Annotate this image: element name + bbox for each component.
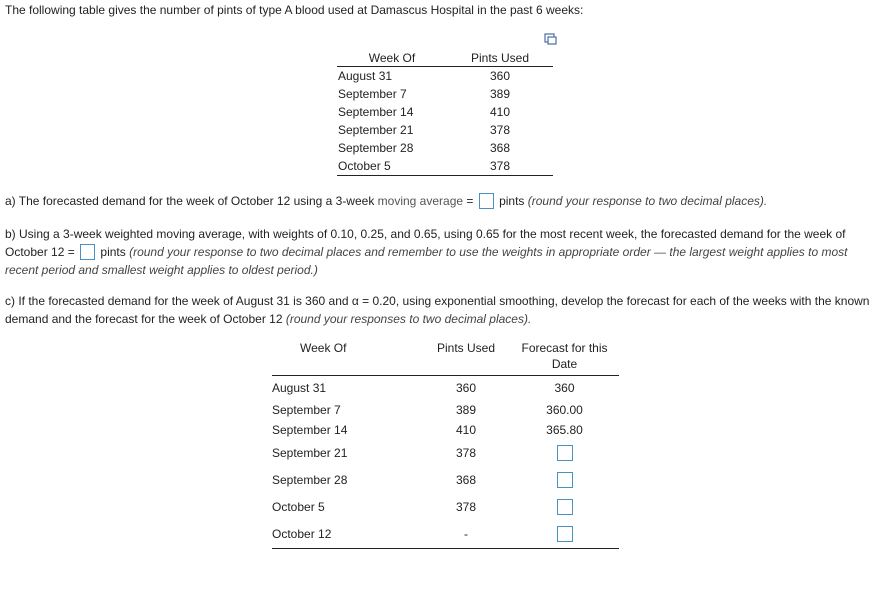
table-row <box>272 467 619 494</box>
pints-cell: 368 <box>455 473 477 487</box>
week-cell: August 31 <box>272 380 327 395</box>
question-a <box>5 192 883 210</box>
question-c-text: c) If the forecasted demand for the week of August 31 is 360 and α = 0.20, using exponential smoothing, develop the forecast for each of the weeks with the known demand and the forecast for the week of October 12 <box>5 294 870 326</box>
moving-average-link[interactable]: moving average <box>377 194 464 208</box>
copy-table-icon[interactable] <box>544 33 557 46</box>
question-c <box>5 292 883 328</box>
week-cell: September 7 <box>272 402 341 417</box>
intro-text: The following table gives the number of pints of type A blood used at Damascus Hospital in the past 6 weeks: <box>5 3 584 17</box>
pints-cell: 410 <box>455 422 477 437</box>
table-row <box>337 157 553 176</box>
week-cell: September 14 <box>338 105 414 119</box>
question-b-note: (round your response to two decimal places and remember to use the weights in appropriate order — the largest weight applies to most recent period and smallest weight applies to oldest period.) <box>5 245 848 277</box>
table-row <box>337 67 553 86</box>
question-a-eq: = <box>463 194 474 208</box>
week-cell: September 21 <box>338 123 414 137</box>
week-cell: October 5 <box>337 157 447 176</box>
table-row <box>337 103 553 121</box>
week-cell: September 7 <box>338 87 407 101</box>
question-a-note: (round your response to two decimal places). <box>527 194 768 208</box>
forecast-cell: 360.00 <box>546 402 583 417</box>
table-row <box>272 420 619 440</box>
table-row <box>337 85 553 103</box>
table-row <box>272 440 619 467</box>
moving-average-answer-input[interactable] <box>479 193 494 209</box>
forecast-input-october-12[interactable] <box>557 526 573 542</box>
pints-cell: 360 <box>455 380 477 395</box>
pints-cell: 368 <box>489 141 511 155</box>
week-cell: September 21 <box>272 446 348 460</box>
table-row <box>272 376 619 400</box>
table-row <box>272 400 619 420</box>
header-week-of: Week Of <box>337 49 447 67</box>
week-cell: September 14 <box>272 422 348 437</box>
header-week-of: Week Of <box>272 340 422 376</box>
header-forecast: Forecast for this Date <box>510 340 619 376</box>
blood-usage-table <box>337 49 553 176</box>
pints-cell: 389 <box>455 402 477 417</box>
week-cell: September 28 <box>272 473 348 487</box>
table-row <box>272 494 619 521</box>
week-cell: September 28 <box>338 141 414 155</box>
pints-cell: 389 <box>489 87 511 101</box>
question-b <box>5 225 883 279</box>
forecast-cell: 365.80 <box>546 422 583 437</box>
week-cell: October 12 <box>272 521 422 549</box>
table-row <box>272 521 619 549</box>
question-a-text: a) The forecasted demand for the week of October 12 using a 3-week <box>5 194 378 208</box>
week-cell: October 5 <box>272 500 325 514</box>
header-pints-used: Pints Used <box>447 49 553 67</box>
forecast-cell: 360 <box>554 380 575 395</box>
pints-cell: 410 <box>489 105 511 119</box>
pints-cell: 360 <box>489 69 511 83</box>
pints-cell: 378 <box>455 446 477 460</box>
forecast-input-september-28[interactable] <box>557 472 573 488</box>
forecast-input-october-5[interactable] <box>557 499 573 515</box>
pints-cell: 378 <box>489 123 511 137</box>
pints-cell: 378 <box>455 500 477 514</box>
question-a-unit: pints <box>499 194 528 208</box>
question-c-note: (round your responses to two decimal places). <box>285 312 532 326</box>
forecast-input-september-21[interactable] <box>557 445 573 461</box>
header-pints-used: Pints Used <box>422 340 510 376</box>
pints-cell: - <box>422 521 510 549</box>
exponential-smoothing-table <box>272 340 619 549</box>
pints-cell: 378 <box>447 157 553 176</box>
question-b-text: b) Using a 3-week weighted moving average, with weights of 0.10, 0.25, and 0.65, using 0.65 for the most recent week, the forecasted demand for the week of October 12 = <box>5 227 846 259</box>
table-row <box>337 139 553 157</box>
question-b-unit: pints <box>97 245 130 259</box>
weighted-average-answer-input[interactable] <box>80 244 95 260</box>
week-cell: August 31 <box>338 69 393 83</box>
table-row <box>337 121 553 139</box>
